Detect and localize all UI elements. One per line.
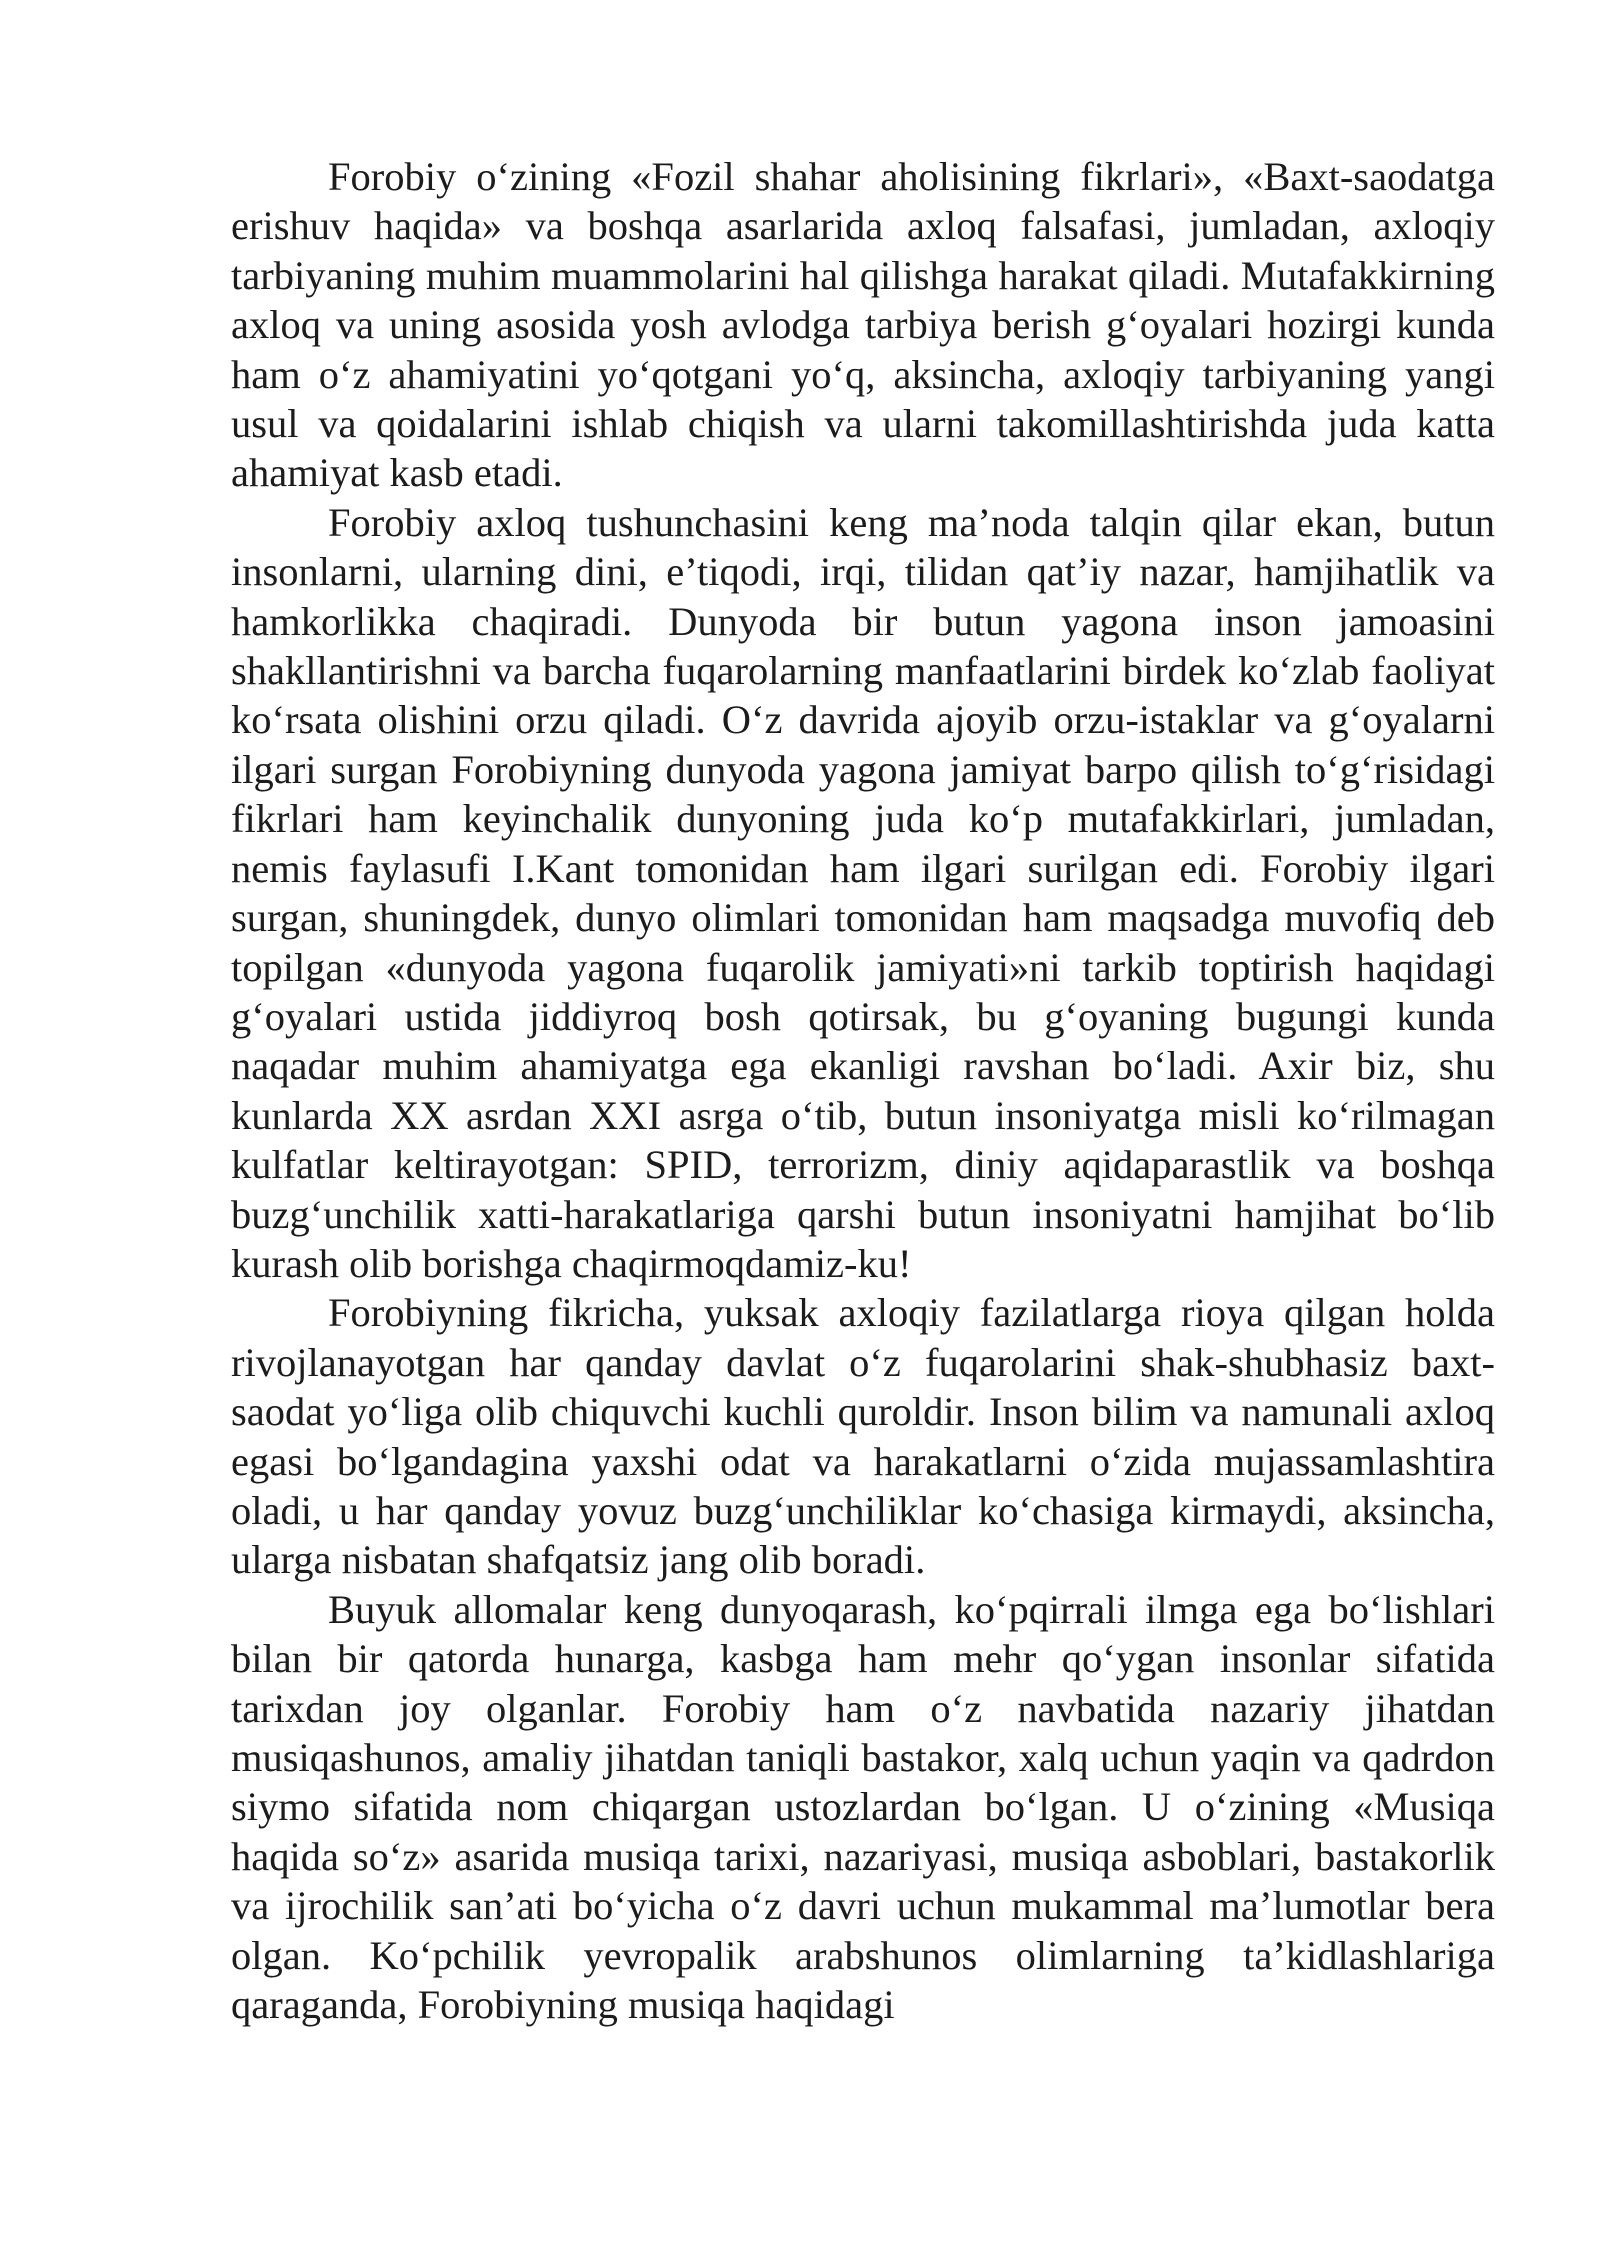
paragraph-3: Forobiyning fikricha, yuksak axloqiy fazilatlarga rioya qilgan holda rivojlanayotgan har qanday davlat o‘z fuqarolarini shak-shubhasiz baxt-saodat yo‘liga olib chiquvchi kuchli quroldir. Inson bilim va namunali axloq egasi bo‘lgandagina yaxshi odat va harakatlarni o‘zida mujassamlashtira oladi, u har qanday yovuz buzg‘unchiliklar ko‘chasiga kirmaydi, aksincha, ularga nisbatan shafqatsiz jang olib boradi. bbox=[231, 1290, 1495, 1583]
paragraph-2: Forobiy axloq tushunchasini keng ma’noda talqin qilar ekan, butun insonlarni, ularning dini, e’tiqodi, irqi, tilidan qat’iy nazar, hamjihatlik va hamkorlikka chaqiradi. Dunyoda bir butun yagona inson jamoasini shakllantirishni va barcha fuqarolarning manfaatlarini birdek ko‘zlab faoliyat ko‘rsata olishini orzu qiladi. O‘z davrida ajoyib orzu-istaklar va g‘oyalarni ilgari surgan Forobiyning dunyoda yagona jamiyat barpo qilish to‘g‘risidagi fikrlari ham keyinchalik dunyoning juda ko‘p mutafakkirlari, jumladan, nemis faylasufi I.Kant tomonidan ham ilgari surilgan edi. Forobiy ilgari surgan, shuningdek, dunyo olimlari tomonidan ham maqsadga muvofiq deb topilgan «dunyoda yagona fuqarolik jamiyati»ni tarkib toptirish haqidagi g‘oyalari ustida jiddiyroq bosh qotirsak, bu g‘oyaning bugungi kunda naqadar muhim ahamiyatga ega ekanligi ravshan bo‘ladi. Axir biz, shu kunlarda XX asrdan XXI asrga o‘tib, butun insoniyatga misli ko‘rilmagan kulfatlar keltirayotgan: SPID, terrorizm, diniy aqidaparastlik va boshqa buzg‘unchilik xatti-harakatlariga qarshi butun insoniyatni hamjihat bo‘lib kurash olib borishga chaqirmoqdamiz-ku! bbox=[231, 499, 1495, 1286]
body-text bbox=[231, 152, 1495, 2029]
paragraph-1: Forobiy o‘zining «Fozil shahar aholisining fikrlari», «Baxt-saodatga erishuv haqida» va boshqa asarlarida axloq falsafasi, jumladan, axloqiy tarbiyaning muhim muammolarini hal qilishga harakat qiladi. Mutafakkirning axloq va uning asosida yosh avlodga tarbiya berish g‘oyalari hozirgi kunda ham o‘z ahamiyatini yo‘qotgani yo‘q, aksincha, axloqiy tarbiyaning yangi usul va qoidalarini ishlab chiqish va ularni takomillashtirishda juda katta ahamiyat kasb etadi. bbox=[231, 154, 1495, 496]
paragraph-4: Buyuk allomalar keng dunyoqarash, ko‘pqirrali ilmga ega bo‘lishlari bilan bir qatorda hunarga, kasbga ham mehr qo‘ygan insonlar sifatida tarixdan joy olganlar. Forobiy ham o‘z navbatida nazariy jihatdan musiqashunos, amaliy jihatdan taniqli bastakor, xalq uchun yaqin va qadrdon siymo sifatida nom chiqargan ustozlardan bo‘lgan. U o‘zining «Musiqa haqida so‘z» asarida musiqa tarixi, nazariyasi, musiqa asboblari, bastakorlik va ijrochilik san’ati bo‘yicha o‘z davri uchun mukammal ma’lumotlar bera olgan. Ko‘pchilik yevropalik arabshunos olimlarning ta’kidlashlariga qaraganda, Forobiyning musiqa haqidagi bbox=[231, 1586, 1495, 2028]
